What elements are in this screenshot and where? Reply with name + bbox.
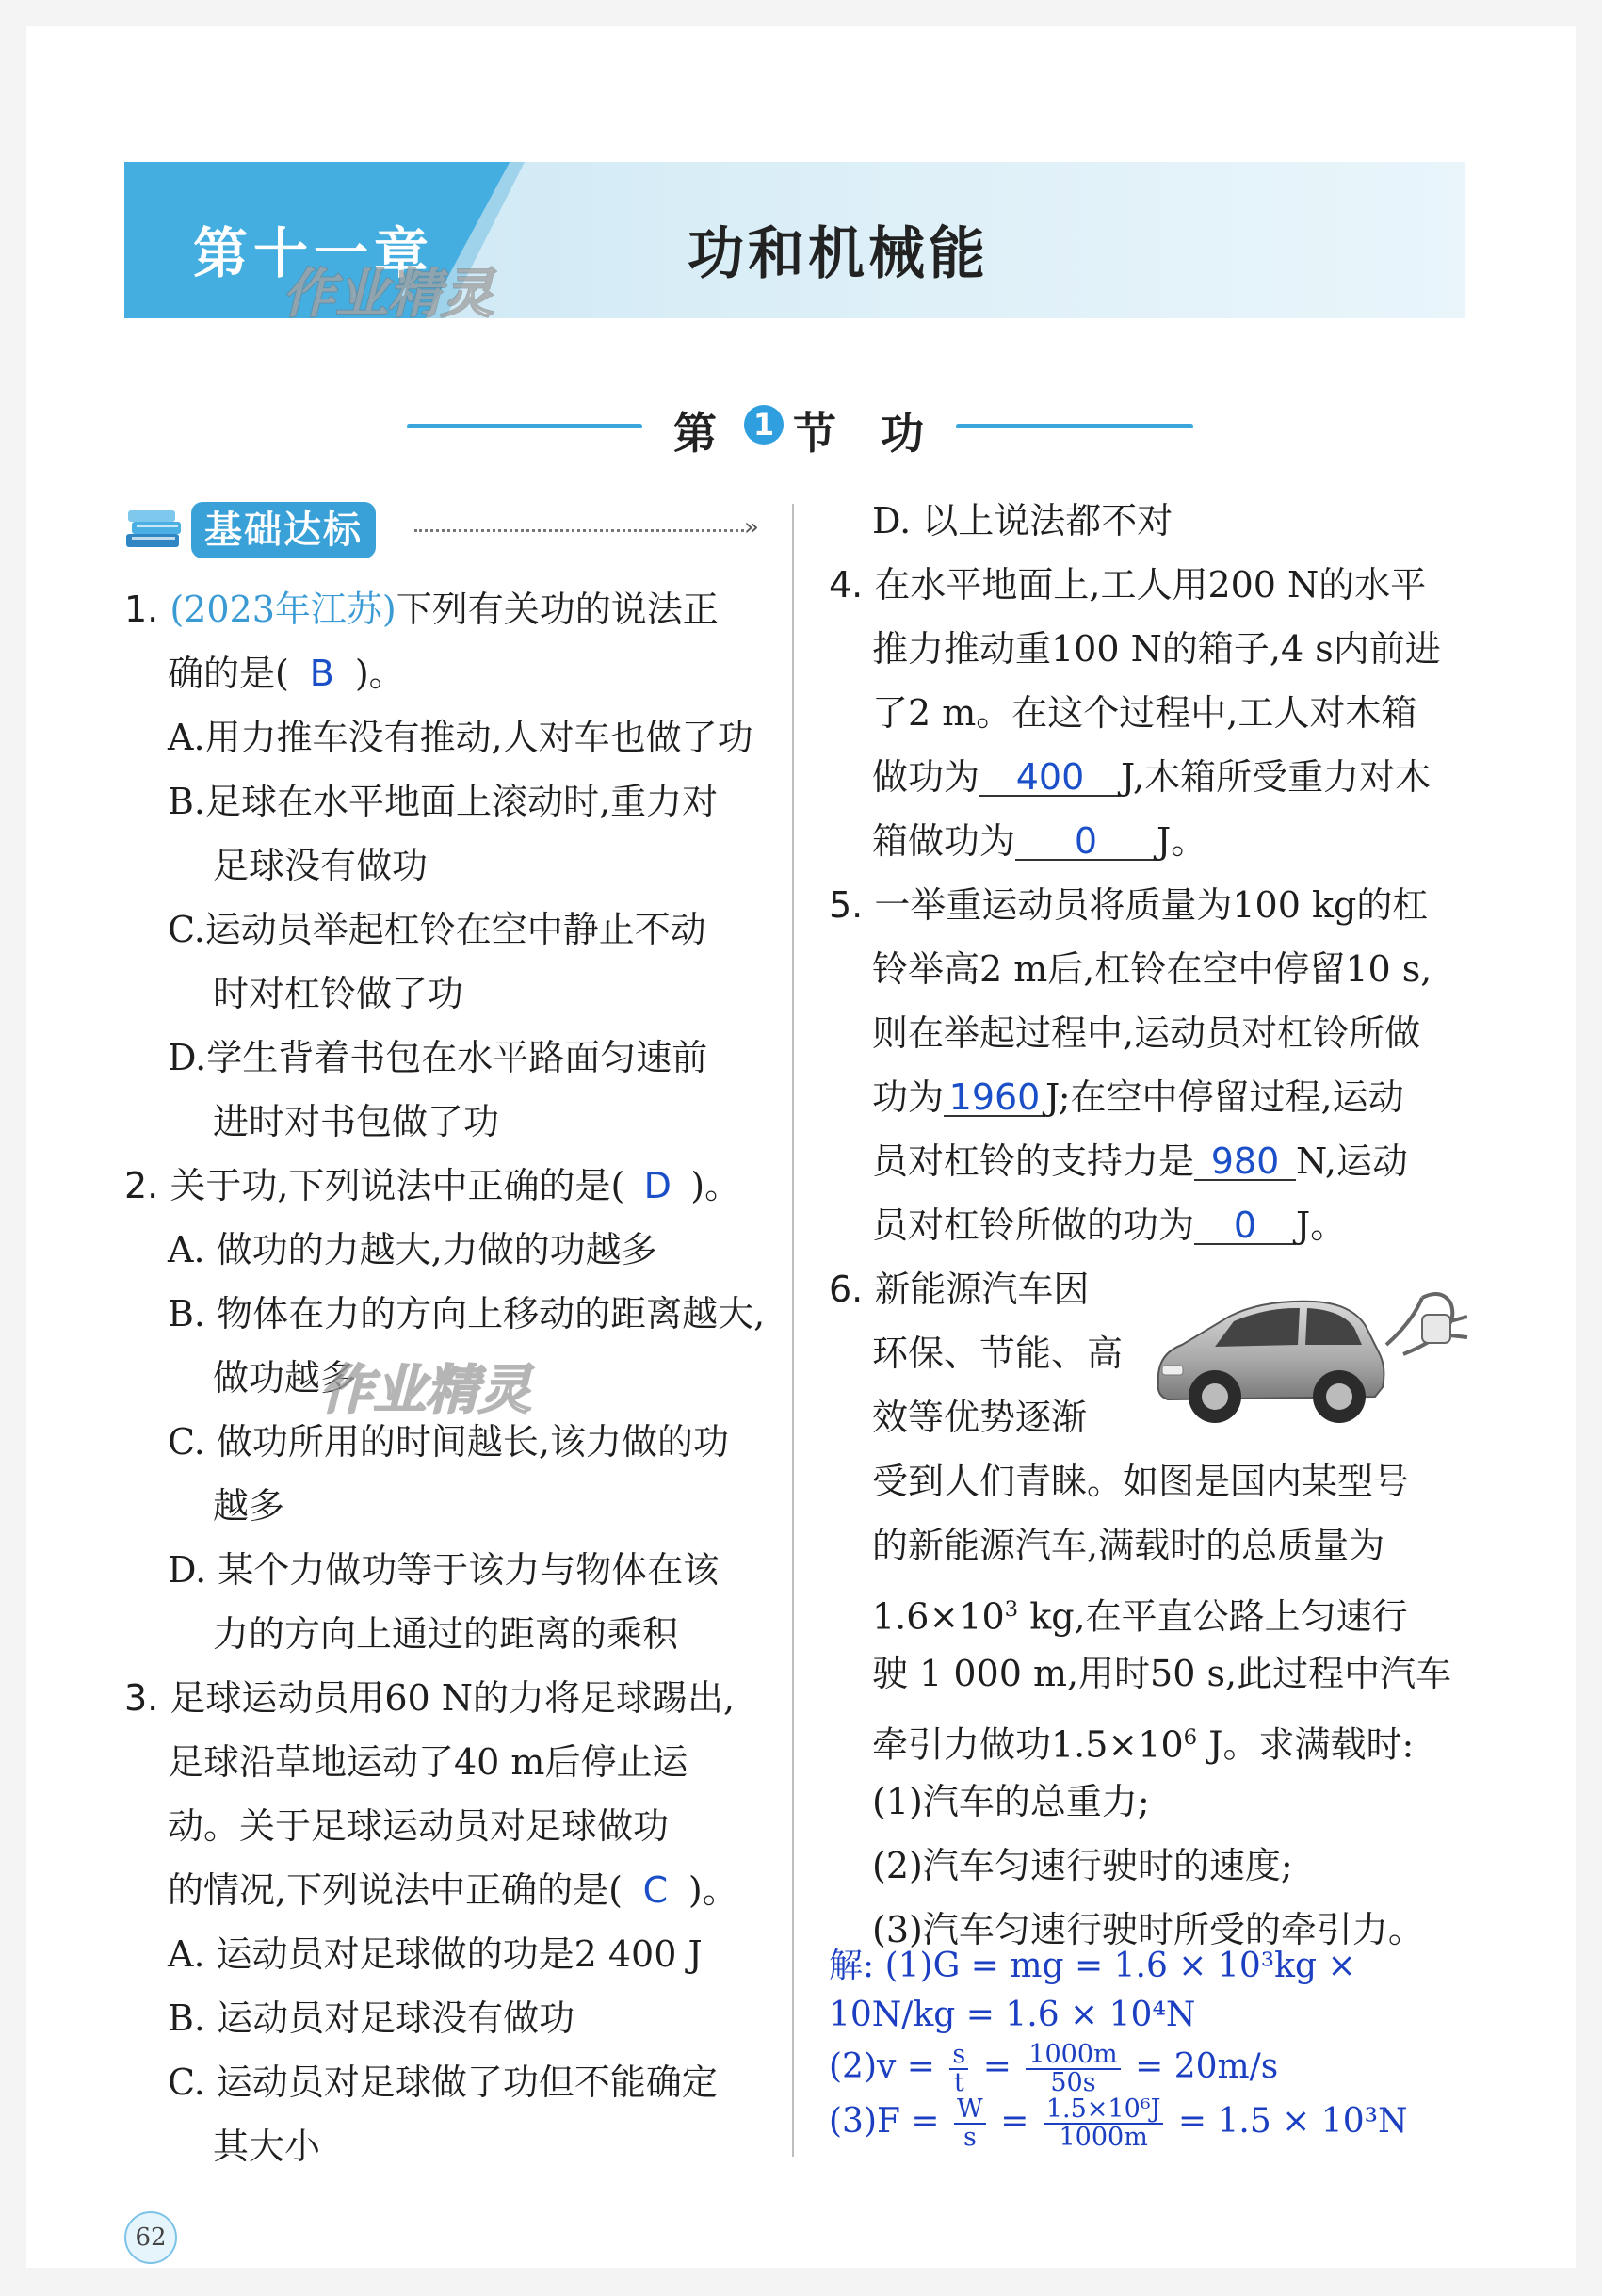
option-2d: D. 某个力做功等于该力与物体在该	[168, 1549, 720, 1591]
option-2c-cont: 越多	[213, 1485, 285, 1527]
section-rule-left	[407, 424, 642, 428]
sub-question-2: (2)汽车匀速行驶时的速度;	[872, 1845, 1293, 1886]
question-4-line2: 推力推动重100 N的箱子,4 s内前进	[872, 628, 1441, 670]
fraction-w-over-s: $\frac{W}{s}$	[954, 2096, 986, 2151]
question-3-line3: 动。关于足球运动员对足球做功	[168, 1805, 670, 1847]
option-1b: B.足球在水平地面上滚动时,重力对	[168, 781, 719, 822]
double-chevron-icon: »	[744, 513, 759, 542]
option-2c: C. 做功所用的时间越长,该力做的功	[168, 1421, 729, 1463]
fraction-distance-over-time: $\frac{1000m}{50s}$	[1026, 2042, 1120, 2096]
question-1-stem: 确的是( B )。	[168, 650, 405, 697]
option-1c: C.运动员举起杠铃在空中静止不动	[168, 909, 706, 950]
option-1c-cont: 时对杠铃做了功	[213, 973, 464, 1014]
question-3-line4: 的情况,下列说法中正确的是( C )。	[168, 1867, 738, 1914]
question-5-line2: 铃举高2 m后,杠铃在空中停留10 s,	[872, 948, 1432, 990]
option-1b-cont: 足球没有做功	[213, 845, 429, 886]
option-3c-cont: 其大小	[213, 2126, 321, 2167]
column-divider	[792, 504, 794, 2157]
question-5-line4: 功为 1960 J;在空中停留过程,运动	[872, 1076, 1404, 1118]
option-2b-cont: 做功越多	[213, 1357, 357, 1399]
blank-5-3: 0	[1194, 1207, 1296, 1245]
electric-car-image	[1140, 1279, 1474, 1430]
question-5-line3: 则在举起过程中,运动员对杠铃所做	[872, 1012, 1421, 1054]
question-4: 4. 在水平地面上,工人用200 N的水平	[829, 564, 1427, 606]
option-3c: C. 运动员对足球做了功但不能确定	[168, 2062, 718, 2103]
books-icon	[124, 506, 186, 555]
option-2b: B. 物体在力的方向上移动的距离越大,	[168, 1293, 766, 1334]
page-number: 62	[124, 2211, 177, 2264]
solution-line-2: 10N/kg = 1.6 × 10⁴N	[829, 1996, 1196, 2034]
answer-3: C	[642, 1869, 669, 1911]
blank-5-2: 980	[1194, 1143, 1296, 1181]
section-number: 1	[744, 405, 784, 445]
sub-question-1: (1)汽车的总重力;	[872, 1781, 1150, 1822]
blank-5-1: 1960	[944, 1079, 1045, 1117]
watermark: 作业精灵	[320, 1360, 531, 1421]
question-6-line4: 受到人们青睐。如图是国内某型号	[872, 1461, 1410, 1502]
question-3-line2: 足球沿草地运动了40 m后停止运	[168, 1741, 688, 1783]
question-1: 1. (2023年江苏)下列有关功的说法正	[124, 589, 719, 630]
option-3a: A. 运动员对足球做的功是2 400 J	[168, 1933, 703, 1975]
fraction-work-over-distance: $\frac{\text{1.5×10⁶J}}{1000m}$	[1044, 2096, 1164, 2151]
blank-4-2: 0	[1015, 823, 1157, 861]
question-6-line8: 牵引力做功$1.5\times 10^6$ J。求满载时:	[872, 1723, 1415, 1766]
chapter-label: 第十一章	[193, 221, 435, 285]
question-6-line6: $1.6\times 10^3$ kg,在平直公路上匀速行	[872, 1595, 1408, 1638]
basic-level-badge: 基础达标	[191, 502, 376, 558]
answer-1: B	[309, 653, 334, 694]
watermark: 作业精灵	[283, 264, 494, 325]
solution-line-3: (2)v = $\frac{s}{t}$ = $\frac{1000m}{50s}$ = 20m/s	[829, 2040, 1279, 2097]
option-2a: A. 做功的力越大,力做的功越多	[168, 1229, 657, 1270]
option-1d-cont: 进时对书包做了功	[213, 1101, 500, 1142]
question-3: 3. 足球运动员用60 N的力将足球踢出,	[124, 1677, 736, 1719]
question-6-line5: 的新能源汽车,满载时的总质量为	[872, 1525, 1385, 1566]
question-4-line3: 了2 m。在这个过程中,工人对木箱	[872, 692, 1417, 734]
question-6-line7: 驶 1 000 m,用时50 s,此过程中汽车	[872, 1653, 1452, 1694]
section-prefix: 第	[673, 408, 717, 459]
answer-2: D	[643, 1165, 672, 1206]
question-5-line6: 员对杠铃所做的功为 0 J。	[872, 1205, 1347, 1246]
section-suffix: 节	[793, 408, 836, 459]
option-1d: D.学生背着书包在水平路面匀速前	[168, 1037, 708, 1078]
solution-line-4: (3)F = $\frac{W}{s}$ = $\frac{\text{1.5×10⁶J}}{1000m}$ = 1.5 × 10³N	[829, 2094, 1408, 2152]
question-6-line2: 环保、节能、高	[872, 1333, 1124, 1374]
question-6-line3: 效等优势逐渐	[872, 1397, 1088, 1438]
question-5-line5: 员对杠铃的支持力是 980 N,运动	[872, 1140, 1408, 1182]
blank-4-1: 400	[979, 759, 1121, 797]
solution-line-1: 解: (1)G = mg = 1.6 × 10³kg ×	[829, 1947, 1356, 1985]
question-5: 5. 一举重运动员将质量为100 kg的杠	[829, 884, 1429, 926]
chapter-title: 功和机械能	[688, 221, 989, 287]
option-2d-cont: 力的方向上通过的距离的乘积	[213, 1613, 679, 1655]
option-3d: D. 以上说法都不对	[872, 500, 1173, 542]
question-2: 2. 关于功,下列说法中正确的是( D )。	[124, 1162, 740, 1209]
dotted-rule	[414, 529, 744, 532]
section-title: 功	[881, 408, 924, 459]
section-rule-right	[956, 424, 1193, 428]
option-3b: B. 运动员对足球没有做功	[168, 1997, 575, 2039]
question-6: 6. 新能源汽车因	[829, 1269, 1090, 1310]
question-4-line4: 做功为 400 J,木箱所受重力对木	[872, 756, 1432, 798]
sub-question-3: (3)汽车匀速行驶时所受的牵引力。	[872, 1909, 1424, 1950]
question-4-line5: 箱做功为 0 J。	[872, 820, 1207, 862]
option-1a: A.用力推车没有推动,人对车也做了功	[168, 717, 753, 758]
fraction-s-over-t: $\frac{s}{t}$	[949, 2042, 968, 2096]
